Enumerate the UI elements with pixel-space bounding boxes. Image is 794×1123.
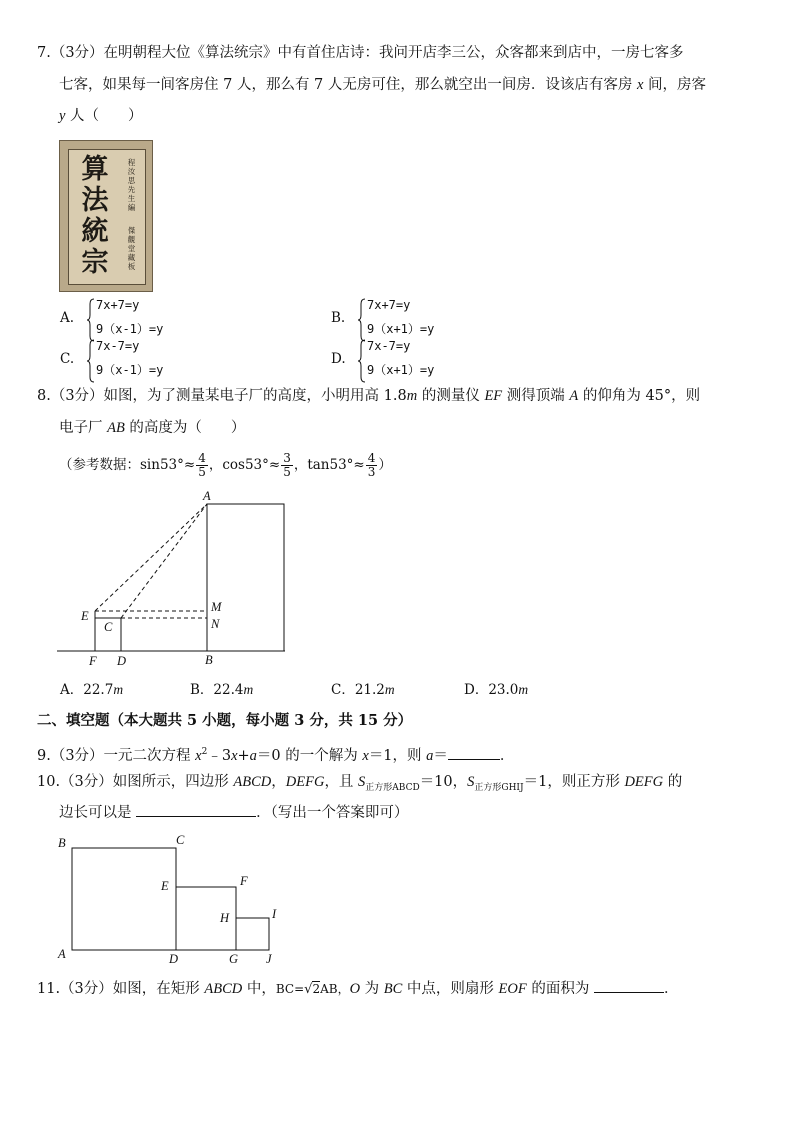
label-n: N bbox=[211, 617, 220, 631]
section-2-heading: 二、填空题（本大题共 5 小题，每小题 3 分，共 15 分） bbox=[37, 712, 413, 729]
cover-char-2: 法 bbox=[81, 185, 109, 216]
fraction-tan: $\frac{4}{3}$ bbox=[367, 451, 376, 479]
book-cover-panel bbox=[68, 149, 146, 285]
fraction-sin: $\frac{4}{5}$ bbox=[198, 451, 206, 479]
answer-blank[interactable] bbox=[594, 992, 664, 993]
cover-char-3: 統 bbox=[81, 216, 109, 247]
label-f: F bbox=[240, 874, 248, 888]
q7-line-3: y 人（ ） bbox=[59, 108, 143, 124]
q7-option-c-system: 7x-7=y 9（x-1）=y bbox=[86, 339, 226, 383]
brace-icon bbox=[86, 298, 96, 342]
answer-blank[interactable] bbox=[136, 816, 256, 817]
q9-line: 9.（3分）一元二次方程 $x^2﹣3x+a=0$ 的一个解为 x＝1，则 a＝ ． bbox=[37, 747, 515, 764]
q10-figure bbox=[50, 830, 290, 970]
book-cover-title bbox=[75, 154, 115, 278]
q11-line: 11.（3分）如图，在矩形 ABCD 中，BC=√2AB，O 为 BC 中点，则扇形 EOF 的面积为 ． bbox=[37, 981, 679, 997]
q7-option-d-system: 7x-7=y 9（x+1）=y bbox=[357, 339, 497, 383]
sight-line-ea bbox=[95, 504, 207, 611]
label-g: G bbox=[229, 952, 239, 966]
q10-line-2: 边长可以是 ．（写出一个答案即可） bbox=[59, 805, 409, 821]
q7-option-a-label: A. bbox=[60, 310, 75, 326]
answer-blank[interactable] bbox=[448, 759, 500, 760]
sight-line-ca bbox=[121, 504, 207, 618]
label-m: M bbox=[211, 600, 222, 614]
q8-figure bbox=[55, 485, 295, 675]
label-a: A bbox=[58, 947, 66, 961]
brace-icon bbox=[86, 339, 96, 383]
square-ghij bbox=[236, 918, 269, 950]
label-e: E bbox=[161, 879, 169, 893]
label-j: J bbox=[266, 952, 272, 966]
var-x: x bbox=[637, 77, 644, 93]
q10-line-1: 10.（3分）如图所示，四边形 ABCD，DEFG，且 $S_{正方形ABCD}=10$，$S_{正方形GHIJ}=1$，则正方形 DEFG 的 bbox=[37, 774, 683, 793]
label-h: H bbox=[220, 911, 230, 925]
var-y: y bbox=[59, 108, 66, 124]
q8-option-d: D．23.0m bbox=[464, 682, 529, 698]
label-i: I bbox=[272, 907, 277, 921]
q8-line-1: 8.（3分）如图，为了测量某电子厂的高度，小明用高 1.8m 的测量仪 EF 测得顶端 A 的仰角为 45°，则 bbox=[37, 388, 701, 404]
q7-option-b-label: B. bbox=[331, 310, 346, 326]
label-b: B bbox=[205, 653, 213, 667]
q8-option-a: A．22.7m bbox=[60, 682, 124, 698]
q8-option-c: C．21.2m bbox=[331, 682, 395, 698]
cover-char-4: 宗 bbox=[81, 247, 109, 278]
cover-author-text: 程汝思先生編 bbox=[127, 158, 136, 212]
label-c: C bbox=[176, 833, 185, 847]
q7-option-d-label: D. bbox=[331, 351, 346, 367]
square-abcd bbox=[72, 848, 176, 950]
q8-option-b: B．22.4m bbox=[190, 682, 254, 698]
q7-option-c-label: C. bbox=[60, 351, 75, 367]
brace-icon bbox=[357, 339, 367, 383]
fraction-cos: $\frac{3}{5}$ bbox=[283, 451, 291, 479]
q7-line-2: 七客，如果每一间客房住 7 人，那么有 7 人无房可住，那么就空出一间房．设该店有客房 x 间，房客 bbox=[59, 77, 707, 93]
sqrt-symbol: √ bbox=[304, 982, 313, 997]
label-d: D bbox=[169, 952, 179, 966]
label-d: D bbox=[117, 654, 127, 668]
brace-icon bbox=[357, 298, 367, 342]
book-cover-image bbox=[59, 140, 153, 292]
q7-option-b-system: 7x+7=y 9（x+1）=y bbox=[357, 298, 497, 342]
cover-publisher-text: 傑觀堂藏板 bbox=[127, 226, 136, 271]
label-e: E bbox=[81, 609, 89, 623]
label-c: C bbox=[104, 620, 113, 634]
label-f: F bbox=[89, 654, 97, 668]
label-a: A bbox=[203, 489, 211, 503]
q8-line-2: 电子厂 AB 的高度为（ ） bbox=[59, 420, 246, 436]
q7-option-a-system: 7x+7=y 9（x-1）=y bbox=[86, 298, 226, 342]
q7-line-1: 7.（3分）在明朝程大位《算法统宗》中有首住店诗：我问开店李三公，众客都来到店中，一房七客多 bbox=[37, 45, 684, 61]
label-b: B bbox=[58, 836, 66, 850]
q8-reference-data: （参考数据：sin53°≈ $\frac{4}{5}$ ，cos53°≈ $\frac{3}{5}$ ，tan53°≈ $\frac{4}{3}$ ） bbox=[59, 451, 392, 479]
cover-char-1: 算 bbox=[81, 154, 109, 185]
